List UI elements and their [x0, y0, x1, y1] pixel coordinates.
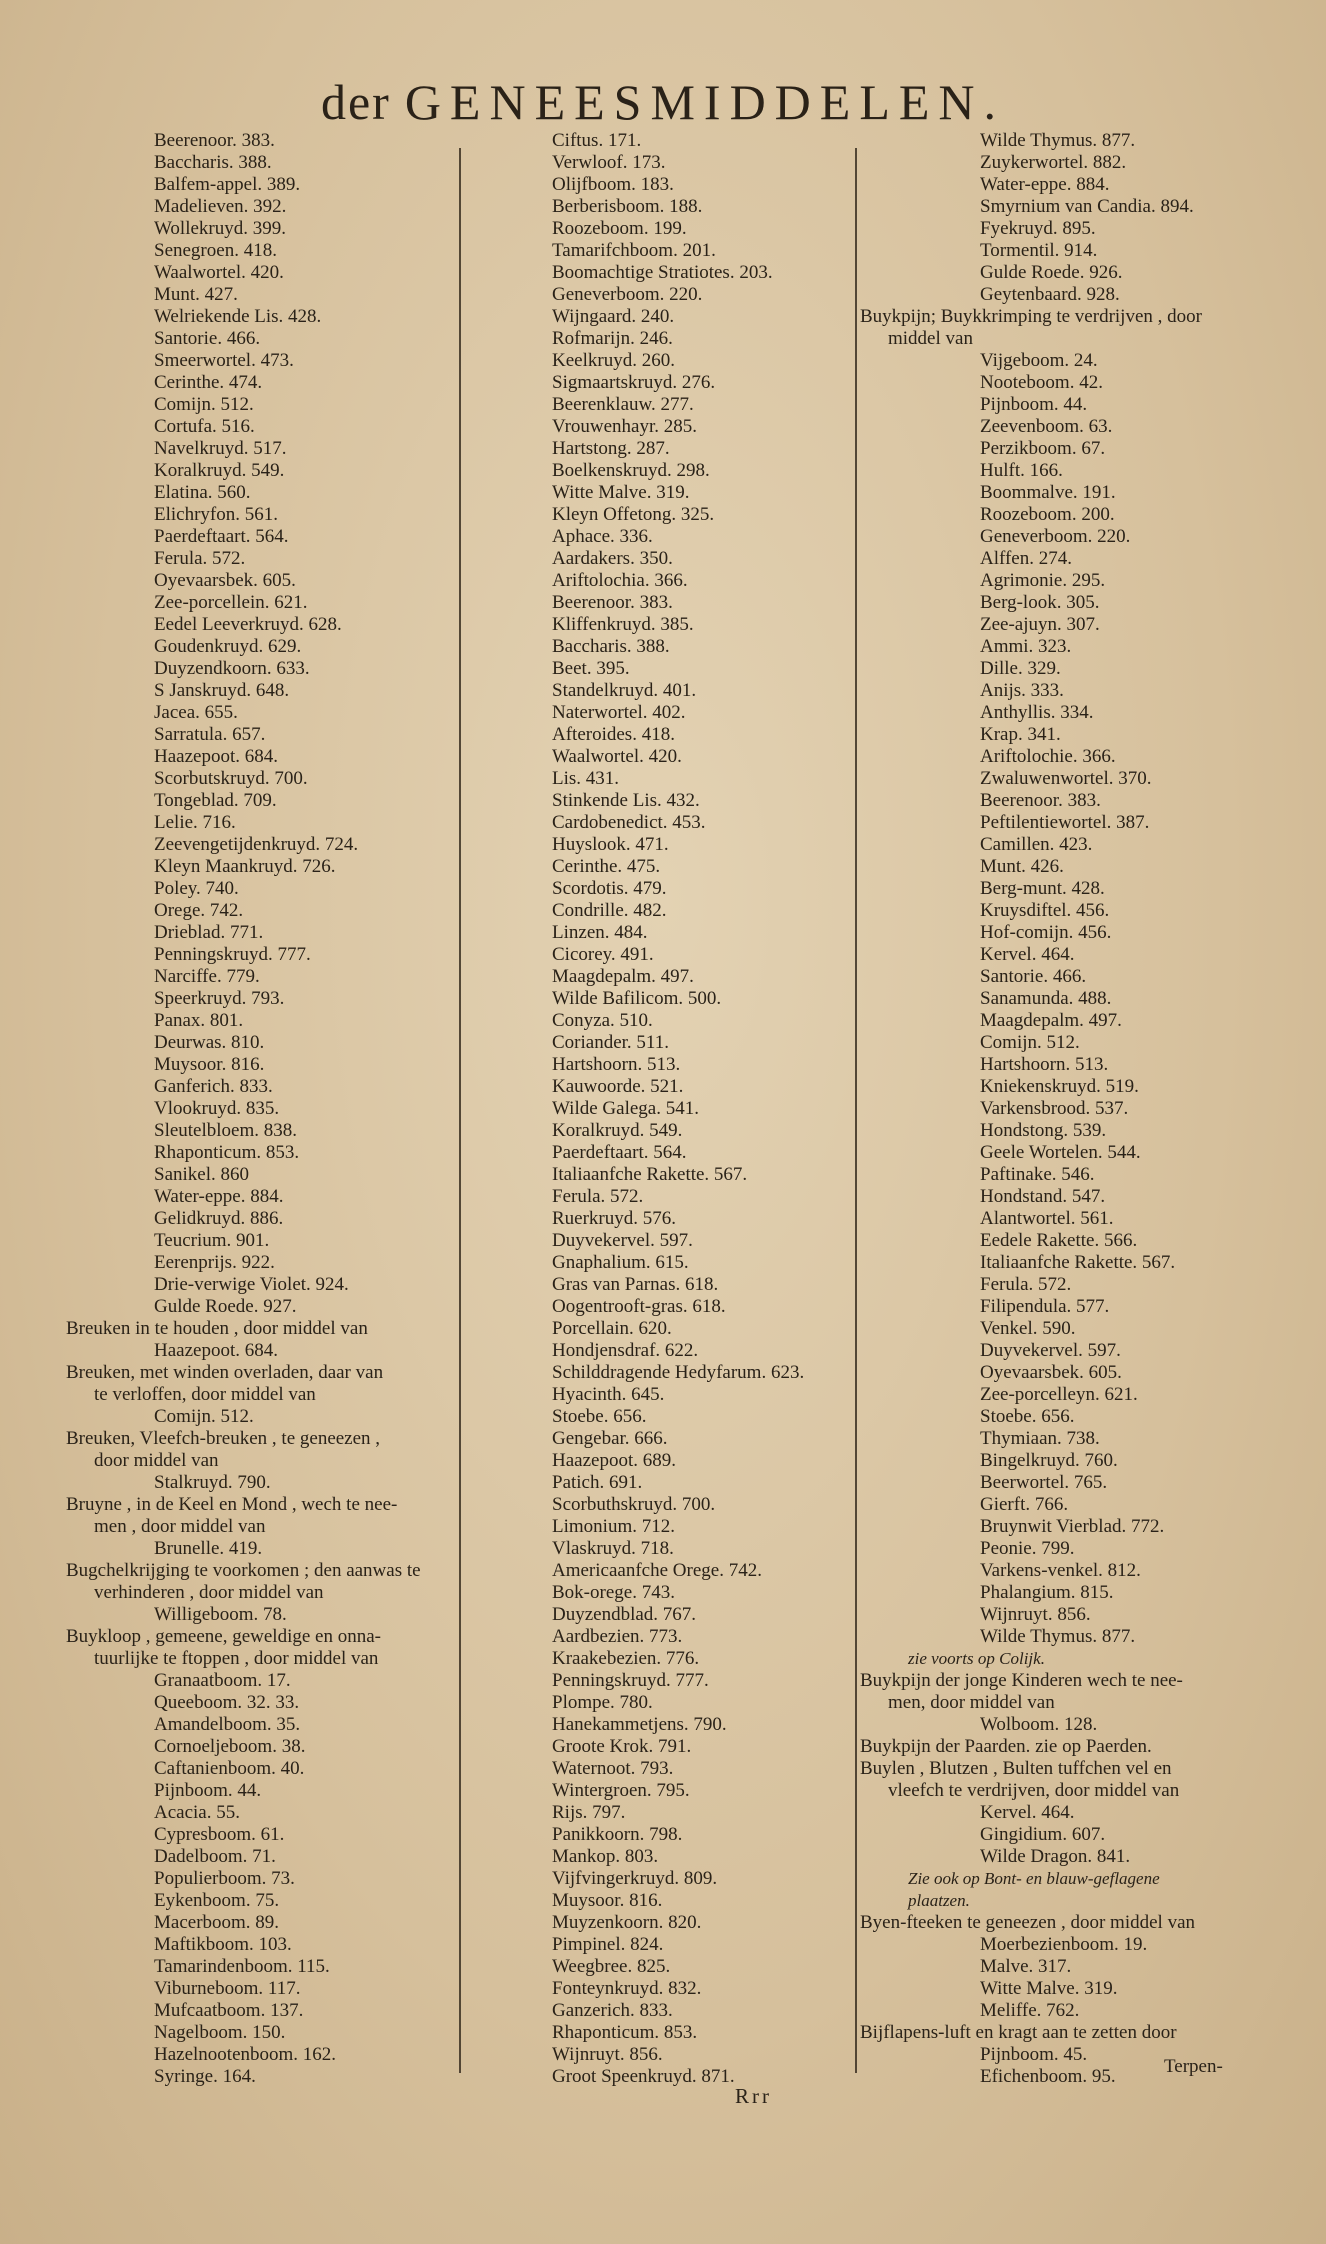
index-entry: Drieblad. 771. [154, 922, 264, 943]
column-rule-1 [459, 148, 461, 2073]
index-entry: Moerbezienboom. 19. [980, 1934, 1148, 1955]
index-entry: Boelkenskruyd. 298. [552, 460, 710, 481]
index-entry: Gengebar. 666. [552, 1428, 668, 1449]
index-entry: Dille. 329. [980, 658, 1061, 679]
index-entry: Ruerkruyd. 576. [552, 1208, 677, 1229]
index-entry: Anthyllis. 334. [980, 702, 1094, 723]
index-entry: Macerboom. 89. [154, 1912, 280, 1933]
index-entry: Pimpinel. 824. [552, 1934, 664, 1955]
index-entry: Camillen. 423. [980, 834, 1093, 855]
index-entry: Dadelboom. 71. [154, 1846, 276, 1867]
index-entry: Pijnboom. 44. [980, 394, 1088, 415]
index-entry: Zie ook op Bont- en blauw-geflagene [908, 1869, 1160, 1888]
index-entry: Wollekruyd. 399. [154, 218, 286, 239]
index-entry: Ferula. 572. [552, 1186, 644, 1207]
index-entry: Kervel. 464. [980, 944, 1075, 965]
index-entry: Vijgeboom. 24. [980, 350, 1098, 371]
index-entry: Duyzendkoorn. 633. [154, 658, 310, 679]
index-entry: Mankop. 803. [552, 1846, 659, 1867]
index-entry: Hartstong. 287. [552, 438, 670, 459]
index-entry: Oogentrooft-gras. 618. [552, 1296, 726, 1317]
index-entry: Waalwortel. 420. [552, 746, 682, 767]
index-entry: Witte Malve. 319. [552, 482, 690, 503]
index-entry: Kruysdiftel. 456. [980, 900, 1110, 921]
index-entry: Madelieven. 392. [154, 196, 287, 217]
index-entry: Viburneboom. 117. [154, 1978, 301, 1999]
index-entry: Standelkruyd. 401. [552, 680, 697, 701]
index-entry: Coriander. 511. [552, 1032, 669, 1053]
index-entry: Byen-fteeken te geneezen , door middel van [860, 1912, 1195, 1933]
index-entry: Zee-porcellein. 621. [154, 592, 308, 613]
index-entry: Hartshoorn. 513. [552, 1054, 681, 1075]
index-entry: Efichenboom. 95. [980, 2066, 1116, 2087]
index-entry: Vijfvingerkruyd. 809. [552, 1868, 718, 1889]
index-entry: Gierft. 766. [980, 1494, 1069, 1515]
index-column-2 [552, 130, 804, 2088]
index-entry: Sarratula. 657. [154, 724, 266, 745]
index-entry: Ariftolochie. 366. [980, 746, 1116, 767]
index-entry: Cicorey. 491. [552, 944, 654, 965]
index-entry: Kleyn Maankruyd. 726. [154, 856, 336, 877]
index-entry: Plompe. 780. [552, 1692, 653, 1713]
index-entry: Granaatboom. 17. [154, 1670, 291, 1691]
index-entry: Zeevengetijdenkruyd. 724. [154, 834, 359, 855]
index-entry: Perzikboom. 67. [980, 438, 1106, 459]
index-entry: Haazepoot. 684. [154, 1340, 278, 1361]
index-entry: Pijnboom. 45. [980, 2044, 1088, 2065]
index-entry: Berg-munt. 428. [980, 878, 1105, 899]
index-entry: Maftikboom. 103. [154, 1934, 292, 1955]
index-entry: Thymiaan. 738. [980, 1428, 1100, 1449]
index-entry: Weegbree. 825. [552, 1956, 671, 1977]
index-entry: Smyrnium van Candia. 894. [980, 196, 1194, 217]
index-entry: Stalkruyd. 790. [154, 1472, 271, 1493]
index-entry: Mufcaatboom. 137. [154, 2000, 304, 2021]
index-entry: Penningskruyd. 777. [154, 944, 311, 965]
index-entry: Gnaphalium. 615. [552, 1252, 689, 1273]
index-entry: Zuykerwortel. 882. [980, 152, 1127, 173]
index-entry: Ganferich. 833. [154, 1076, 273, 1097]
index-entry: Baccharis. 388. [552, 636, 670, 657]
index-entry: Kervel. 464. [980, 1802, 1075, 1823]
index-entry: Agrimonie. 295. [980, 570, 1106, 591]
index-entry: Scorbutskruyd. 700. [154, 768, 308, 789]
index-entry: Alantwortel. 561. [980, 1208, 1114, 1229]
index-entry: Gingidium. 607. [980, 1824, 1106, 1845]
index-column-3 [860, 130, 1202, 2088]
index-entry: tuurlijke te ftoppen , door middel van [94, 1648, 379, 1669]
index-entry: Bruynwit Vierblad. 772. [980, 1516, 1165, 1537]
index-entry: Rijs. 797. [552, 1802, 626, 1823]
index-entry: Water-eppe. 884. [154, 1186, 284, 1207]
index-entry: Orege. 742. [154, 900, 244, 921]
index-entry: Malve. 317. [980, 1956, 1072, 1977]
index-entry: Elichryfon. 561. [154, 504, 279, 525]
index-entry: Baccharis. 388. [154, 152, 272, 173]
index-entry: Santorie. 466. [980, 966, 1087, 987]
index-entry: Beerwortel. 765. [980, 1472, 1108, 1493]
index-entry: Roozeboom. 200. [980, 504, 1115, 525]
index-entry: Ferula. 572. [154, 548, 246, 569]
index-entry: Vrouwenhayr. 285. [552, 416, 698, 437]
index-entry: Rhaponticum. 853. [552, 2022, 698, 2043]
index-entry: Teucrium. 901. [154, 1230, 270, 1251]
index-entry: Syringe. 164. [154, 2066, 256, 2087]
index-entry: Ammi. 323. [980, 636, 1072, 657]
index-entry: Panikkoorn. 798. [552, 1824, 683, 1845]
index-entry: Breuken, Vleefch-breuken , te geneezen , [66, 1428, 381, 1449]
index-entry: Geneverboom. 220. [552, 284, 703, 305]
index-column-1 [66, 130, 421, 2088]
index-entry: Kniekenskruyd. 519. [980, 1076, 1139, 1097]
index-entry: Scordotis. 479. [552, 878, 667, 899]
index-entry: Roozeboom. 199. [552, 218, 687, 239]
index-entry: Zee-porcelleyn. 621. [980, 1384, 1138, 1405]
index-entry: Kleyn Offetong. 325. [552, 504, 715, 525]
index-entry: Anijs. 333. [980, 680, 1064, 701]
index-entry: Breuken, met winden overladen, daar van [66, 1362, 384, 1383]
index-entry: Bok-orege. 743. [552, 1582, 675, 1603]
index-entry: Paftinake. 546. [980, 1164, 1095, 1185]
index-entry: Groot Speenkruyd. 871. [552, 2066, 735, 2087]
index-entry: Meliffe. 762. [980, 2000, 1080, 2021]
index-entry: Varkens-venkel. 812. [980, 1560, 1141, 1581]
index-entry: door middel van [94, 1450, 219, 1471]
index-entry: men , door middel van [94, 1516, 266, 1537]
index-entry: Krap. 341. [980, 724, 1061, 745]
index-entry: Phalangium. 815. [980, 1582, 1114, 1603]
index-entry: Maagdepalm. 497. [980, 1010, 1122, 1031]
index-entry: Stinkende Lis. 432. [552, 790, 700, 811]
index-entry: Poley. 740. [154, 878, 239, 899]
index-entry: Keelkruyd. 260. [552, 350, 675, 371]
index-entry: Lis. 431. [552, 768, 620, 789]
catchword: Terpen- [1164, 2056, 1223, 2077]
index-entry: Elatina. 560. [154, 482, 251, 503]
index-entry: Populierboom. 73. [154, 1868, 295, 1889]
index-entry: Wijnruyt. 856. [980, 1604, 1091, 1625]
index-entry: Duyzendblad. 767. [552, 1604, 697, 1625]
index-entry: Zeevenboom. 63. [980, 416, 1113, 437]
index-entry: Queeboom. 32. 33. [154, 1692, 300, 1713]
index-entry: Senegroen. 418. [154, 240, 277, 261]
index-entry: Deurwas. 810. [154, 1032, 265, 1053]
index-entry: Santorie. 466. [154, 328, 261, 349]
index-entry: Rhaponticum. 853. [154, 1142, 300, 1163]
index-entry: Huyslook. 471. [552, 834, 669, 855]
index-entry: Buykpijn; Buykkrimping te verdrijven , door [860, 306, 1202, 327]
index-entry: Wilde Bafilicom. 500. [552, 988, 722, 1009]
title-prefix: der [320, 74, 391, 130]
index-entry: Alffen. 274. [980, 548, 1072, 569]
index-entry: Stoebe. 656. [552, 1406, 647, 1427]
index-entry: Paerdeftaart. 564. [154, 526, 289, 547]
index-entry: Acacia. 55. [154, 1802, 240, 1823]
index-entry: Linzen. 484. [552, 922, 648, 943]
index-entry: Paerdeftaart. 564. [552, 1142, 687, 1163]
signature-mark: Rrr [735, 2084, 772, 2108]
index-entry: Kliffenkruyd. 385. [552, 614, 694, 635]
index-entry: Munt. 426. [980, 856, 1064, 877]
index-entry: Cypresboom. 61. [154, 1824, 285, 1845]
title-main: GENEESMIDDELEN. [404, 74, 1006, 130]
index-entry: Speerkruyd. 793. [154, 988, 285, 1009]
index-entry: Haazepoot. 684. [154, 746, 278, 767]
index-entry: Gras van Parnas. 618. [552, 1274, 719, 1295]
index-entry: Sleutelbloem. 838. [154, 1120, 298, 1141]
index-entry: Bruyne , in de Keel en Mond , wech te nee- [66, 1494, 398, 1515]
index-entry: Lelie. 716. [154, 812, 236, 833]
index-entry: Beerenoor. 383. [154, 130, 275, 151]
index-entry: Eedel Leeverkruyd. 628. [154, 614, 342, 635]
index-entry: vleefch te verdrijven, door middel van [888, 1780, 1180, 1801]
index-entry: Goudenkruyd. 629. [154, 636, 302, 657]
index-entry: Limonium. 712. [552, 1516, 675, 1537]
index-entry: Wintergroen. 795. [552, 1780, 690, 1801]
index-entry: Berg-look. 305. [980, 592, 1100, 613]
index-entry: Breuken in te houden , door middel van [66, 1318, 368, 1339]
index-entry: Porcellain. 620. [552, 1318, 672, 1339]
index-entry: Hartshoorn. 513. [980, 1054, 1109, 1075]
index-entry: Venkel. 590. [980, 1318, 1076, 1339]
index-entry: Sanikel. 860 [154, 1164, 249, 1185]
index-entry: Kraakebezien. 776. [552, 1648, 700, 1669]
index-entry: Smeerwortel. 473. [154, 350, 294, 371]
index-entry: Beerenoor. 383. [552, 592, 673, 613]
index-entry: Zee-ajuyn. 307. [980, 614, 1100, 635]
index-entry: Jacea. 655. [154, 702, 238, 723]
index-entry: Nagelboom. 150. [154, 2022, 286, 2043]
index-entry: Hyacinth. 645. [552, 1384, 665, 1405]
index-entry: Eedele Rakette. 566. [980, 1230, 1138, 1251]
index-entry: Navelkruyd. 517. [154, 438, 287, 459]
index-entry: Wilde Galega. 541. [552, 1098, 699, 1119]
index-entry: Fonteynkruyd. 832. [552, 1978, 702, 1999]
index-entry: Muysoor. 816. [552, 1890, 663, 1911]
index-entry: Ganzerich. 833. [552, 2000, 673, 2021]
index-entry: Hof-comijn. 456. [980, 922, 1112, 943]
index-entry: Comijn. 512. [980, 1032, 1080, 1053]
index-entry: Eykenboom. 75. [154, 1890, 280, 1911]
index-entry: zie voorts op Colijk. [908, 1649, 1045, 1668]
index-entry: Willigeboom. 78. [154, 1604, 287, 1625]
index-entry: Waternoot. 793. [552, 1758, 674, 1779]
index-entry: Cerinthe. 474. [154, 372, 263, 393]
index-entry: Rofmarijn. 246. [552, 328, 673, 349]
index-entry: Boomachtige Stratiotes. 203. [552, 262, 773, 283]
index-entry: Hondstand. 547. [980, 1186, 1106, 1207]
index-entry: Kauwoorde. 521. [552, 1076, 684, 1097]
index-entry: Groote Krok. 791. [552, 1736, 692, 1757]
index-entry: Duyvekervel. 597. [980, 1340, 1121, 1361]
index-entry: Tongeblad. 709. [154, 790, 277, 811]
index-entry: Panax. 801. [154, 1010, 244, 1031]
index-entry: Wilde Thymus. 877. [980, 1626, 1136, 1647]
index-entry: S Janskruyd. 648. [154, 680, 290, 701]
index-entry: Hazelnootenboom. 162. [154, 2044, 337, 2065]
index-entry: Munt. 427. [154, 284, 238, 305]
index-entry: Sanamunda. 488. [980, 988, 1112, 1009]
index-entry: Amandelboom. 35. [154, 1714, 301, 1735]
index-entry: Cerinthe. 475. [552, 856, 661, 877]
index-entry: Oyevaarsbek. 605. [154, 570, 296, 591]
index-entry: Afteroides. 418. [552, 724, 675, 745]
index-entry: Hondstong. 539. [980, 1120, 1107, 1141]
index-entry: Peonie. 799. [980, 1538, 1075, 1559]
index-entry: Caftanienboom. 40. [154, 1758, 305, 1779]
index-entry: Geneverboom. 220. [980, 526, 1131, 547]
index-entry: Duyvekervel. 597. [552, 1230, 693, 1251]
index-entry: Hulft. 166. [980, 460, 1063, 481]
index-entry: Peftilentiewortel. 387. [980, 812, 1150, 833]
index-entry: Wilde Dragon. 841. [980, 1846, 1131, 1867]
index-entry: Tormentil. 914. [980, 240, 1098, 261]
index-entry: Fyekruyd. 895. [980, 218, 1096, 239]
index-entry: Schilddragende Hedyfarum. 623. [552, 1362, 805, 1383]
index-entry: Wilde Thymus. 877. [980, 130, 1136, 151]
index-entry: men, door middel van [888, 1692, 1055, 1713]
index-entry: Balfem-appel. 389. [154, 174, 301, 195]
index-entry: Vlaskruyd. 718. [552, 1538, 674, 1559]
index-entry: Stoebe. 656. [980, 1406, 1075, 1427]
index-entry: Comijn. 512. [154, 1406, 254, 1427]
index-entry: Cornoeljeboom. 38. [154, 1736, 306, 1757]
index-entry: Filipendula. 577. [980, 1296, 1110, 1317]
index-entry: Water-eppe. 884. [980, 174, 1110, 195]
index-entry: Wijngaard. 240. [552, 306, 675, 327]
index-entry: Aardakers. 350. [552, 548, 673, 569]
index-entry: verhinderen , door middel van [94, 1582, 324, 1603]
index-entry: Drie-verwige Violet. 924. [154, 1274, 349, 1295]
index-entry: Wolboom. 128. [980, 1714, 1098, 1735]
index-entry: Tamarifchboom. 201. [552, 240, 716, 261]
index-entry: Olijfboom. 183. [552, 174, 674, 195]
index-entry: Muysoor. 816. [154, 1054, 265, 1075]
index-entry: Eerenprijs. 922. [154, 1252, 275, 1273]
index-entry: Patich. 691. [552, 1472, 643, 1493]
index-entry: Buylen , Blutzen , Bulten tuffchen vel en [860, 1758, 1172, 1779]
index-entry: plaatzen. [908, 1891, 970, 1910]
index-entry: Italiaanfche Rakette. 567. [552, 1164, 748, 1185]
index-entry: Naterwortel. 402. [552, 702, 686, 723]
index-entry: Beerenklauw. 277. [552, 394, 694, 415]
index-entry: Buykpijn der jonge Kinderen wech te nee- [860, 1670, 1183, 1691]
index-entry: Beerenoor. 383. [980, 790, 1101, 811]
index-entry: Witte Malve. 319. [980, 1978, 1118, 1999]
index-entry: Nooteboom. 42. [980, 372, 1103, 393]
index-entry: Comijn. 512. [154, 394, 254, 415]
index-entry: Aphace. 336. [552, 526, 653, 547]
index-entry: Vlookruyd. 835. [154, 1098, 280, 1119]
index-entry: Gelidkruyd. 886. [154, 1208, 284, 1229]
index-entry: Beet. 395. [552, 658, 630, 679]
index-entry: Ciftus. 171. [552, 130, 642, 151]
index-entry: Italiaanfche Rakette. 567. [980, 1252, 1176, 1273]
index-entry: Americaanfche Orege. 742. [552, 1560, 762, 1581]
index-entry: Wijnruyt. 856. [552, 2044, 663, 2065]
index-entry: Tamarindenboom. 115. [154, 1956, 330, 1977]
page-title [0, 72, 1326, 132]
index-entry: Oyevaarsbek. 605. [980, 1362, 1122, 1383]
index-entry: Varkensbrood. 537. [980, 1098, 1129, 1119]
index-entry: Narciffe. 779. [154, 966, 260, 987]
index-entry: Cardobenedict. 453. [552, 812, 706, 833]
index-entry: Geytenbaard. 928. [980, 284, 1120, 305]
index-entry: Ferula. 572. [980, 1274, 1072, 1295]
index-entry: Geele Wortelen. 544. [980, 1142, 1141, 1163]
index-entry: Penningskruyd. 777. [552, 1670, 709, 1691]
index-entry: Waalwortel. 420. [154, 262, 284, 283]
index-entry: middel van [888, 328, 973, 349]
index-entry: Buykpijn der Paarden. zie op Paerden. [860, 1736, 1152, 1757]
index-entry: Bingelkruyd. 760. [980, 1450, 1118, 1471]
index-entry: Sigmaartskruyd. 276. [552, 372, 716, 393]
index-entry: Muyzenkoorn. 820. [552, 1912, 702, 1933]
index-entry: Bijflapens-luft en kragt aan te zetten door [860, 2022, 1177, 2043]
index-entry: Pijnboom. 44. [154, 1780, 262, 1801]
index-entry: Brunelle. 419. [154, 1538, 263, 1559]
index-entry: Scorbuthskruyd. 700. [552, 1494, 716, 1515]
index-entry: Zwaluwenwortel. 370. [980, 768, 1152, 789]
index-entry: Verwloof. 173. [552, 152, 666, 173]
index-entry: Hondjensdraf. 622. [552, 1340, 699, 1361]
column-rule-2 [855, 148, 857, 2073]
index-entry: Gulde Roede. 926. [980, 262, 1123, 283]
index-entry: Aardbezien. 773. [552, 1626, 683, 1647]
index-entry: Cortufa. 516. [154, 416, 255, 437]
index-entry: Gulde Roede. 927. [154, 1296, 297, 1317]
index-entry: Conyza. 510. [552, 1010, 653, 1031]
index-entry: Maagdepalm. 497. [552, 966, 694, 987]
index-entry: te verloffen, door middel van [94, 1384, 316, 1405]
index-entry: Welriekende Lis. 428. [154, 306, 322, 327]
index-entry: Haazepoot. 689. [552, 1450, 676, 1471]
index-entry: Koralkruyd. 549. [154, 460, 285, 481]
index-entry: Berberisboom. 188. [552, 196, 703, 217]
index-entry: Ariftolochia. 366. [552, 570, 688, 591]
index-entry: Boommalve. 191. [980, 482, 1116, 503]
index-entry: Koralkruyd. 549. [552, 1120, 683, 1141]
index-entry: Buykloop , gemeene, geweldige en onna- [66, 1626, 381, 1647]
index-entry: Condrille. 482. [552, 900, 667, 921]
index-entry: Bugchelkrijging te voorkomen ; den aanwas te [66, 1560, 421, 1581]
index-entry: Hanekammetjens. 790. [552, 1714, 727, 1735]
